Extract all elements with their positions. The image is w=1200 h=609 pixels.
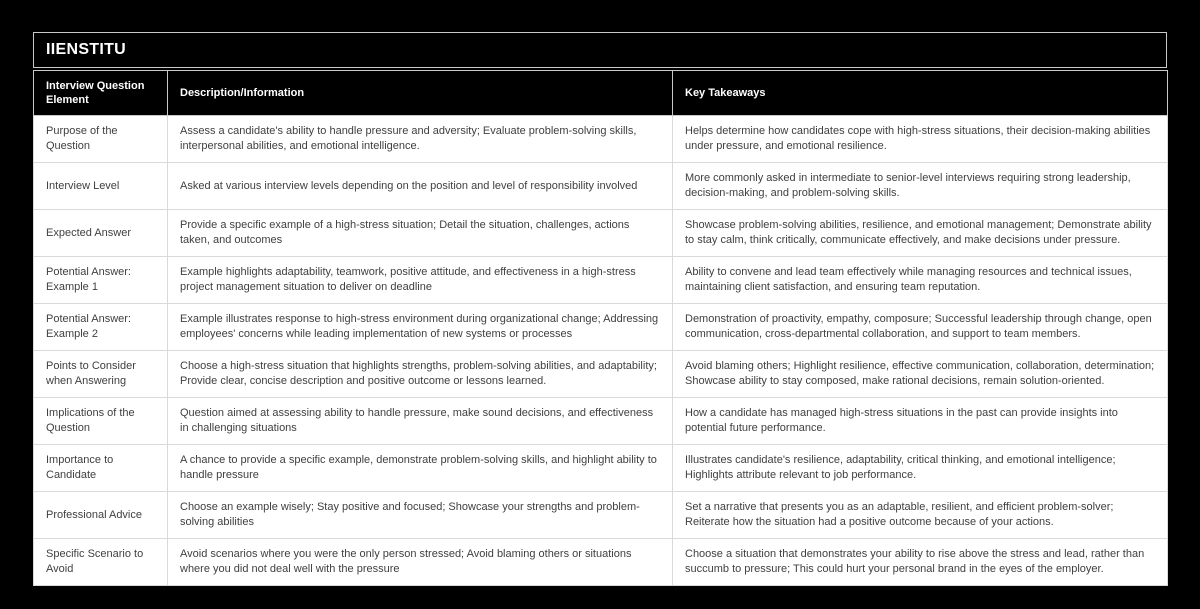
interview-question-table [33,70,1168,586]
cell-description: Asked at various interview levels depending on the position and level of responsibility involved [168,163,673,210]
cell-takeaways: Ability to convene and lead team effectively while managing resources and technical issues, maintaining client satisfaction, and ensuring team reputation. [673,257,1168,304]
table-row [34,163,1168,210]
cell-element: Implications of the Question [34,398,168,445]
brand-title: IIENSTITU [46,41,127,58]
cell-element: Points to Consider when Answering [34,351,168,398]
cell-description: Assess a candidate's ability to handle pressure and adversity; Evaluate problem-solving skills, interpersonal abilities, and emotional intelligence. [168,116,673,163]
table-row [34,304,1168,351]
cell-takeaways: Choose a situation that demonstrates your ability to rise above the stress and lead, rather than succumb to pressure; This could hurt your personal brand in the eyes of the employer. [673,539,1168,586]
cell-takeaways: How a candidate has managed high-stress situations in the past can provide insights into potential future performance. [673,398,1168,445]
table-body [34,116,1168,586]
cell-takeaways: Avoid blaming others; Highlight resilience, effective communication, collaboration, determination; Showcase ability to stay composed, make rational decisions, remain solution-oriented. [673,351,1168,398]
cell-element: Potential Answer: Example 2 [34,304,168,351]
column-header-element: Interview Question Element [34,71,168,116]
cell-description: A chance to provide a specific example, demonstrate problem-solving skills, and highlight ability to handle pressure [168,445,673,492]
cell-takeaways: Helps determine how candidates cope with high-stress situations, their decision-making abilities under pressure, and emotional resilience. [673,116,1168,163]
cell-element: Interview Level [34,163,168,210]
cell-element: Expected Answer [34,210,168,257]
cell-element: Specific Scenario to Avoid [34,539,168,586]
cell-description: Example illustrates response to high-stress environment during organizational change; Addressing employees' concerns while leading implementation of new systems or processes [168,304,673,351]
cell-element: Professional Advice [34,492,168,539]
brand-title-bar [33,32,1167,68]
cell-description: Provide a specific example of a high-stress situation; Detail the situation, challenges, actions taken, and outcomes [168,210,673,257]
column-header-takeaways: Key Takeaways [673,71,1168,116]
table-row [34,351,1168,398]
cell-takeaways: Showcase problem-solving abilities, resilience, and emotional management; Demonstrate ability to stay calm, think critically, communicate effectively, and make decisions under pressure. [673,210,1168,257]
table-header [34,71,1168,116]
table-row [34,492,1168,539]
table-row [34,210,1168,257]
cell-element: Purpose of the Question [34,116,168,163]
interview-question-table-card [33,32,1167,586]
cell-description: Question aimed at assessing ability to handle pressure, make sound decisions, and effectiveness in challenging situations [168,398,673,445]
header-row [34,71,1168,116]
cell-takeaways: Illustrates candidate's resilience, adaptability, critical thinking, and emotional intelligence; Highlights attribute relevant to job performance. [673,445,1168,492]
cell-element: Importance to Candidate [34,445,168,492]
table-row [34,257,1168,304]
cell-description: Example highlights adaptability, teamwork, positive attitude, and effectiveness in a high-stress project management situation to deliver on deadline [168,257,673,304]
table-row [34,445,1168,492]
cell-takeaways: Demonstration of proactivity, empathy, composure; Successful leadership through change, open communication, cross-departmental collaboration, and support to team members. [673,304,1168,351]
table-row [34,398,1168,445]
column-header-description: Description/Information [168,71,673,116]
cell-takeaways: More commonly asked in intermediate to senior-level interviews requiring strong leadership, decision-making, and problem-solving skills. [673,163,1168,210]
cell-element: Potential Answer: Example 1 [34,257,168,304]
cell-description: Choose an example wisely; Stay positive and focused; Showcase your strengths and problem-solving abilities [168,492,673,539]
table-row [34,116,1168,163]
table-row [34,539,1168,586]
cell-takeaways: Set a narrative that presents you as an adaptable, resilient, and efficient problem-solver; Reiterate how the situation had a positive outcome because of your actions. [673,492,1168,539]
cell-description: Avoid scenarios where you were the only person stressed; Avoid blaming others or situations where you did not deal well with the pressure [168,539,673,586]
cell-description: Choose a high-stress situation that highlights strengths, problem-solving abilities, and adaptability; Provide clear, concise description and positive outcome or lessons learned. [168,351,673,398]
